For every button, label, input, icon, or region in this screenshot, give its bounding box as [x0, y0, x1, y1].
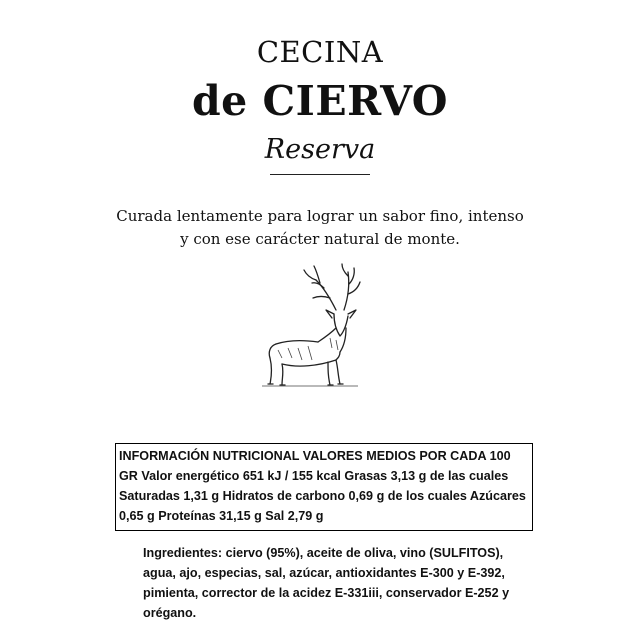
- tagline-line-1: Curada lentamente para lograr un sabor fino, intenso: [116, 207, 524, 225]
- ingredients-line-4: orégano.: [143, 606, 197, 620]
- ingredients-text: [143, 543, 525, 623]
- nutrition-line-2: GR Valor energético 651 kJ / 155 kcal Grasas 3,13 g de las cuales: [119, 469, 509, 483]
- title-divider: [270, 174, 370, 175]
- deer-stag-icon: [258, 258, 368, 388]
- nutrition-line-4: 0,65 g Proteínas 31,15 g Sal 2,79 g: [119, 509, 324, 523]
- tagline-line-2: y con ese carácter natural de monte.: [180, 230, 460, 248]
- ingredients-line-3: pimienta, corrector de la acidez E-331iii, conservador E-252 y: [143, 586, 510, 600]
- nutrition-line-1: INFORMACIÓN NUTRICIONAL VALORES MEDIOS POR CADA 100: [119, 449, 511, 463]
- nutrition-info-box: [115, 443, 533, 531]
- product-title-line2: de CIERVO: [191, 77, 448, 125]
- product-tagline: [0, 205, 640, 251]
- nutrition-line-3: Saturadas 1,31 g Hidratos de carbono 0,69 g de los cuales Azúcares: [119, 489, 526, 503]
- product-subtitle: Reserva: [264, 134, 376, 165]
- product-title-line1: CECINA: [256, 35, 384, 69]
- ingredients-line-1: Ingredientes: ciervo (95%), aceite de oliva, vino (SULFITOS),: [143, 546, 504, 560]
- ingredients-line-2: agua, ajo, especias, sal, azúcar, antioxidantes E-300 y E-392,: [143, 566, 505, 580]
